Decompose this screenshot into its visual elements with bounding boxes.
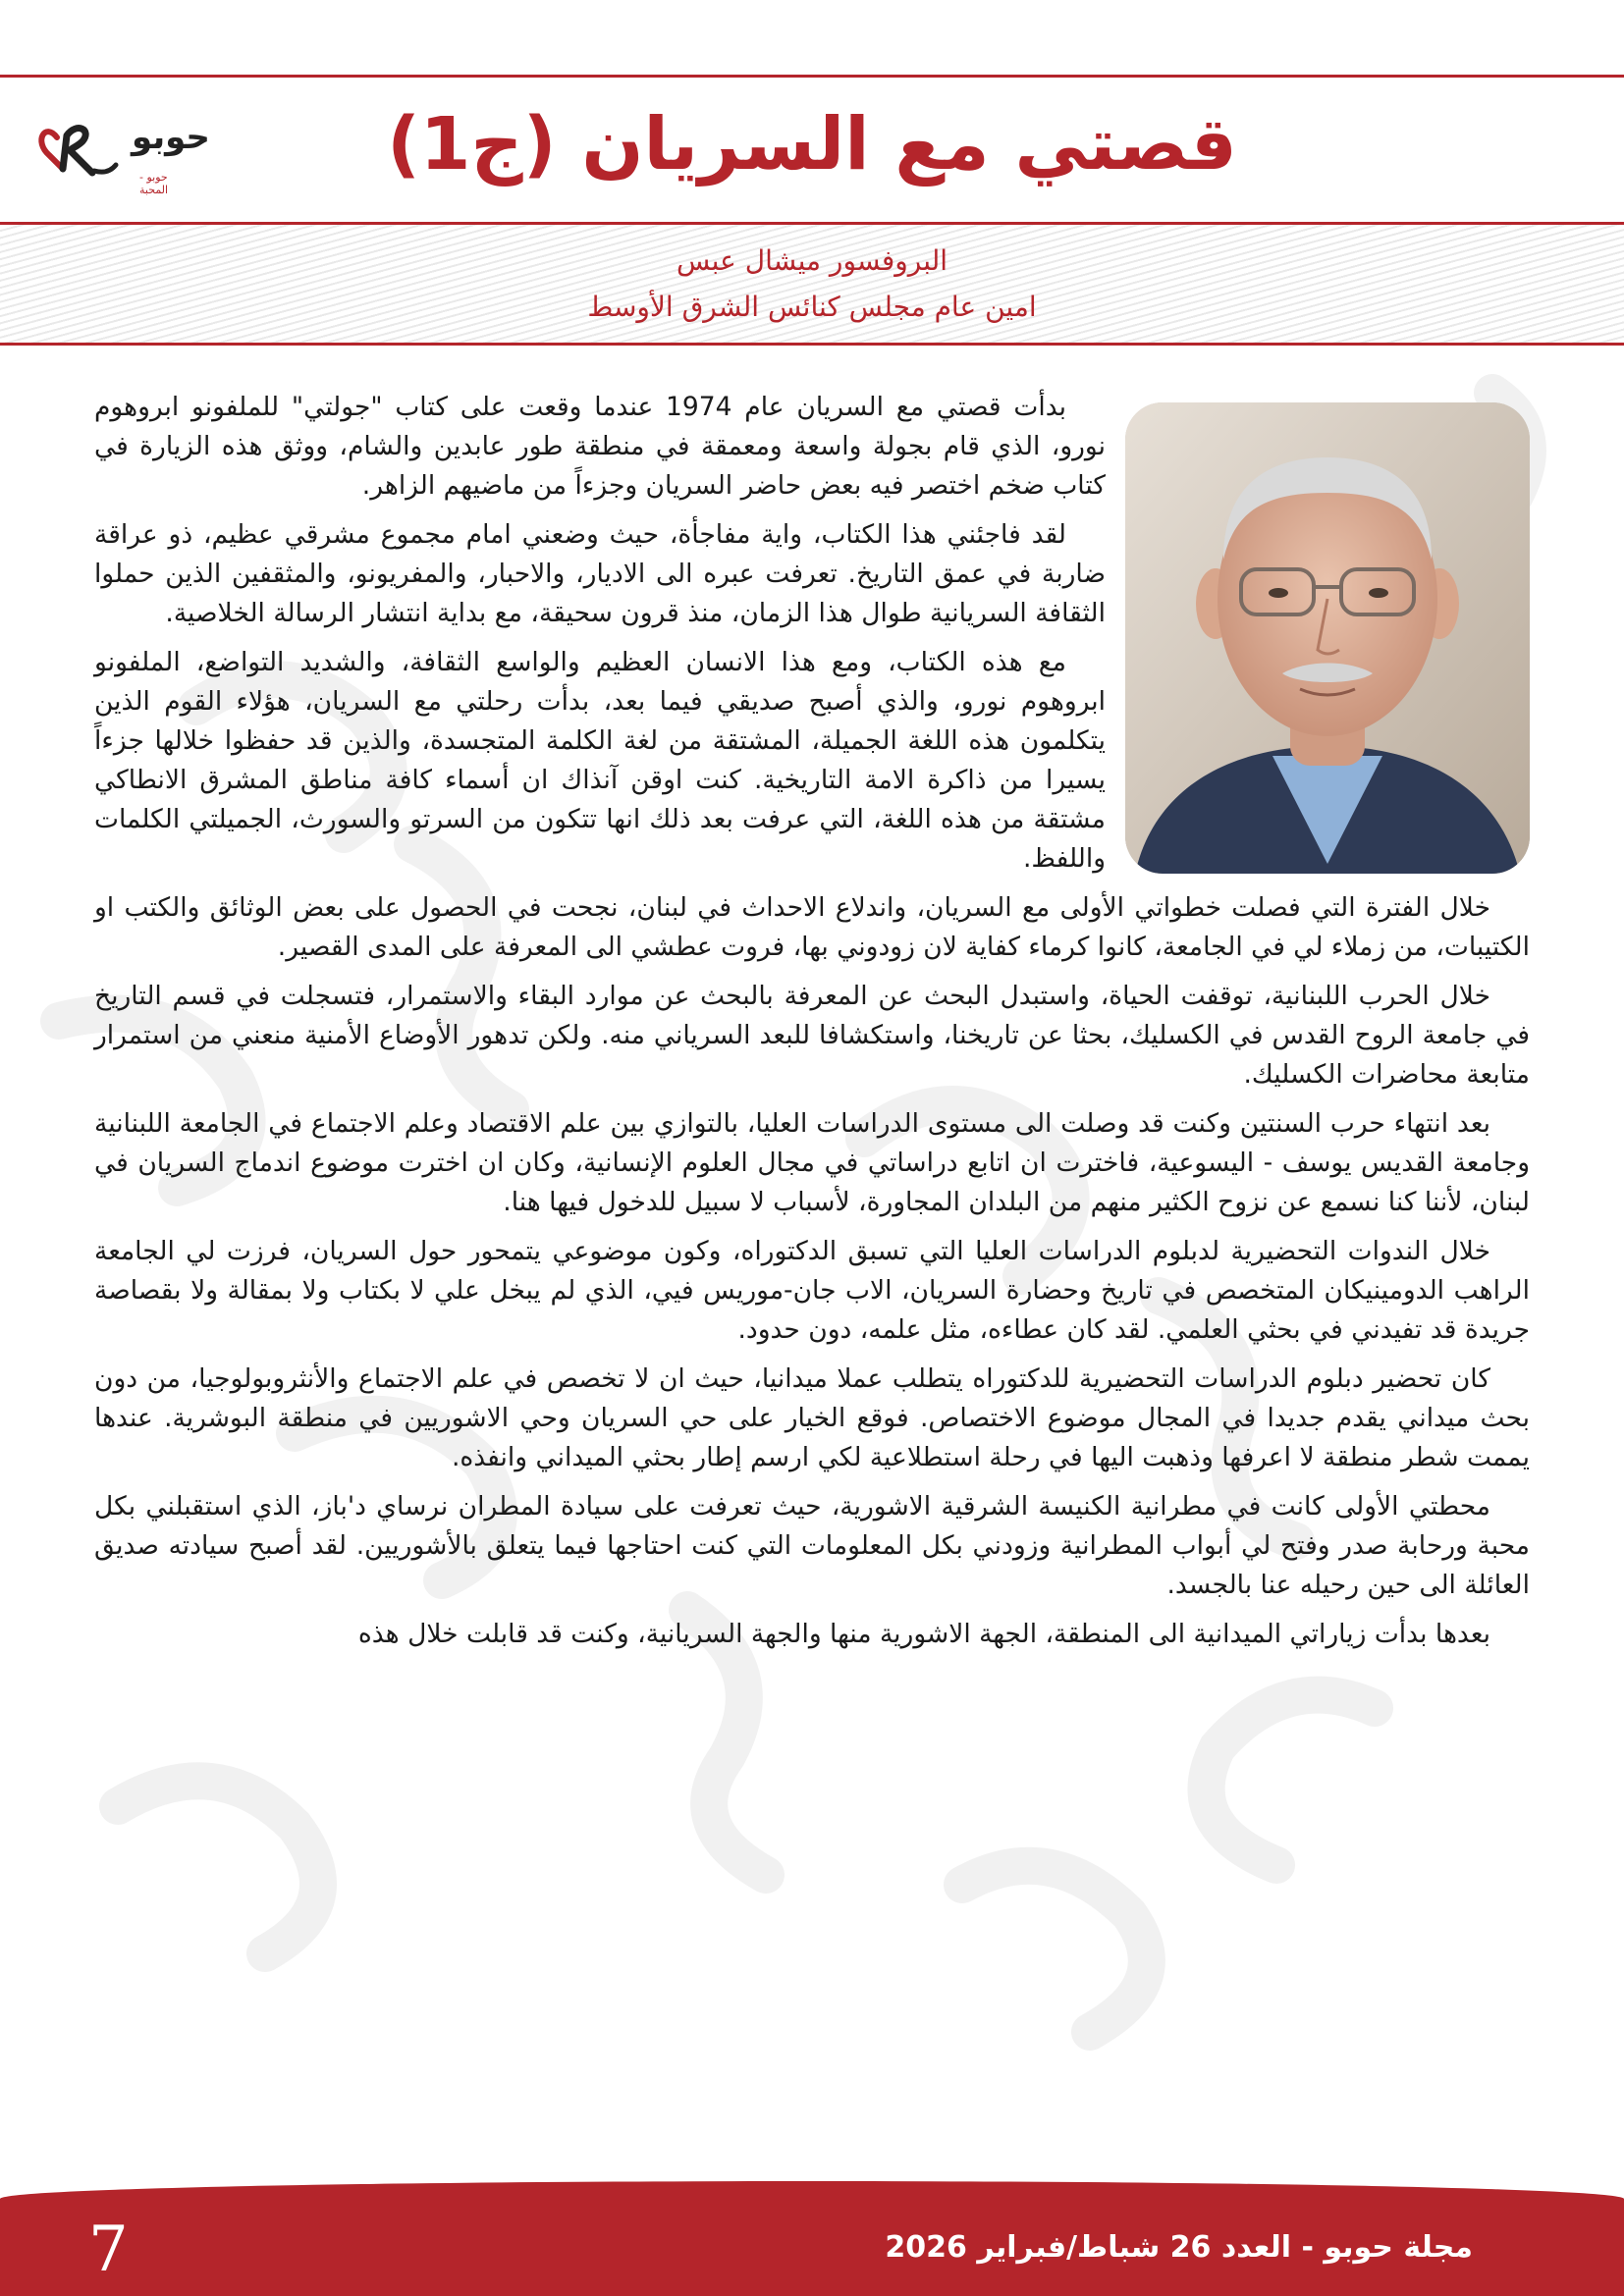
logo-subtitle: حوبو - المحبة (139, 171, 169, 196)
paragraph: بعد انتهاء حرب السنتين وكنت قد وصلت الى مستوى الدراسات العليا، بالتوازي بين علم الاقتصاد وعلم الاجتماع في الجامعة اللبنانية وجامعة القديس يوسف - اليسوعية، فاخترت ان اتابع دراساتي في مجال العلوم الإنسانية، وكان ان اخترت موضوع اندماج السريان في لبنان، لأننا كنا نسمع عن نزوح الكثير منهم من البلدان المجاورة، لأسباب لا سبيل للدخول فيها هنا. (94, 1108, 1530, 1217)
paragraph: خلال الندوات التحضيرية لدبلوم الدراسات العليا التي تسبق الدكتوراه، وكون موضوعي يتمحور حول السريان، فرزت لي الجامعة الراهب الدومينيكان المتخصص في تاريخ وحضارة السريان، الاب جان-موريس فيي، الذي لم يبخل علي لا بكتاب ولا بمقالة ولا بقصاصة جريدة قد تفيدني في بحثي العلمي. لقد كان عطاءه، مثل علمه، دون حدود. (94, 1236, 1530, 1345)
magazine-logo (37, 116, 210, 196)
photo-wrap-spacer (1106, 388, 1530, 879)
paragraph: لقد فاجئني هذا الكتاب، واية مفاجأة، حيث وضعني امام مجموع مشرقي عظيم، ذو عراقة ضاربة في عمق التاريخ. تعرفت عبره الى الاديار، والاحبار، والمفريونو، والمثقفين الذين حملوا الثقافة السريانية طوال هذا الزمان، منذ قرون سحيقة، مع بداية انتشار الرسالة الخلاصية. (94, 519, 1106, 628)
byline (0, 238, 1624, 330)
header-top-rule (0, 75, 1624, 78)
page-number: 7 (88, 2214, 129, 2286)
author-position: امين عام مجلس كنائس الشرق الأوسط (587, 291, 1037, 323)
logo-wordmark: حوبو (132, 118, 210, 157)
paragraph: خلال الفترة التي فصلت خطواتي الأولى مع السريان، واندلاع الاحداث في لبنان، نجحت في الحصول على بعض الوثائق والكتب او الكتيبات، من زملاء لي في الجامعة، كانوا كرماء كفاية لان زودوني بها، فروت عطشي الى المعرفة على المدى القصير. (94, 892, 1530, 962)
article-title: قصتي مع السريان (ج1) (387, 102, 1237, 187)
paragraph: مع هذه الكتاب، ومع هذا الانسان العظيم والواسع الثقافة، والشديد التواضع، الملفونو ابروهوم نورو، والذي أصبح صديقي فيما بعد، بدأت رحلتي مع السريان، هؤلاء القوم الذين يتكلمون هذه اللغة الجميلة، المشتقة من لغة الكلمة المتجسدة، والذين قد حفظوا خلالها جزءاً يسيرا من ذاكرة الامة التاريخية. كنت اوقن آنذاك ان أسماء كافة مناطق المشرق الانطاكي مشتقة من هذه اللغة، التي عرفت بعد ذلك انها تتكون من السرتو والسورث، الجميلتي الكلمات واللفظ. (94, 647, 1106, 874)
heart-logo-icon (37, 116, 132, 185)
paragraph: بدأت قصتي مع السريان عام 1974 عندما وقعت على كتاب "جولتي" للملفونو ابروهوم نورو، الذي قام بجولة واسعة ومعمقة في منطقة طور عابدين والشام، ووثق هذه الزيارة في كتاب ضخم اختصر فيه بعض حاضر السريان وجزءاً من ماضيهم الزاهر. (94, 392, 1106, 501)
paragraph: خلال الحرب اللبنانية، توقفت الحياة، واستبدل البحث عن المعرفة بالبحث عن موارد البقاء والاستمرار، فتسجلت في قسم التاريخ في جامعة الروح القدس في الكسليك، بحثا عن تاريخنا، واستكشافا للبعد السرياني منه. ولكن تدهور الأوضاع الأمنية منعني من استمرار متابعة محاضرات الكسليك. (94, 981, 1530, 1090)
issue-info: مجلة حوبو - العدد 26 شباط/فبراير 2026 (885, 2230, 1473, 2265)
author-name: البروفسور ميشال عبس (676, 244, 948, 277)
article-body (94, 388, 1530, 1664)
paragraph: بعدها بدأت زياراتي الميدانية الى المنطقة، الجهة الاشورية منها والجهة السريانية، وكنت قد قابلت خلال هذه (357, 1619, 1490, 1649)
paragraph: كان تحضير دبلوم الدراسات التحضيرية للدكتوراه يتطلب عملا ميدانيا، حيث ان لا تخصص في علم الاجتماع والأنثروبولوجيا، من دون بحث ميداني يقدم جديدا في المجال موضوع الاختصاص. فوقع الخيار على حي السريان وحي الاشوريين في منطقة البوشرية. عندها يممت شطر منطقة لا اعرفها وذهبت اليها في رحلة استطلاعية لكي ارسم إطار بحثي الميداني وانفذه. (94, 1363, 1530, 1472)
paragraph: محطتي الأولى كانت في مطرانية الكنيسة الشرقية الاشورية، حيث تعرفت على سيادة المطران نرساي د'باز، الذي استقبلني بكل محبة ورحابة صدر وفتح لي أبواب المطرانية وزودني بكل المعلومات التي كنت احتاجها فيما يتعلق بالأشوريين. لقد أصبح سيادته صديق العائلة الى حين رحيله عنا بالجسد. (94, 1491, 1530, 1600)
